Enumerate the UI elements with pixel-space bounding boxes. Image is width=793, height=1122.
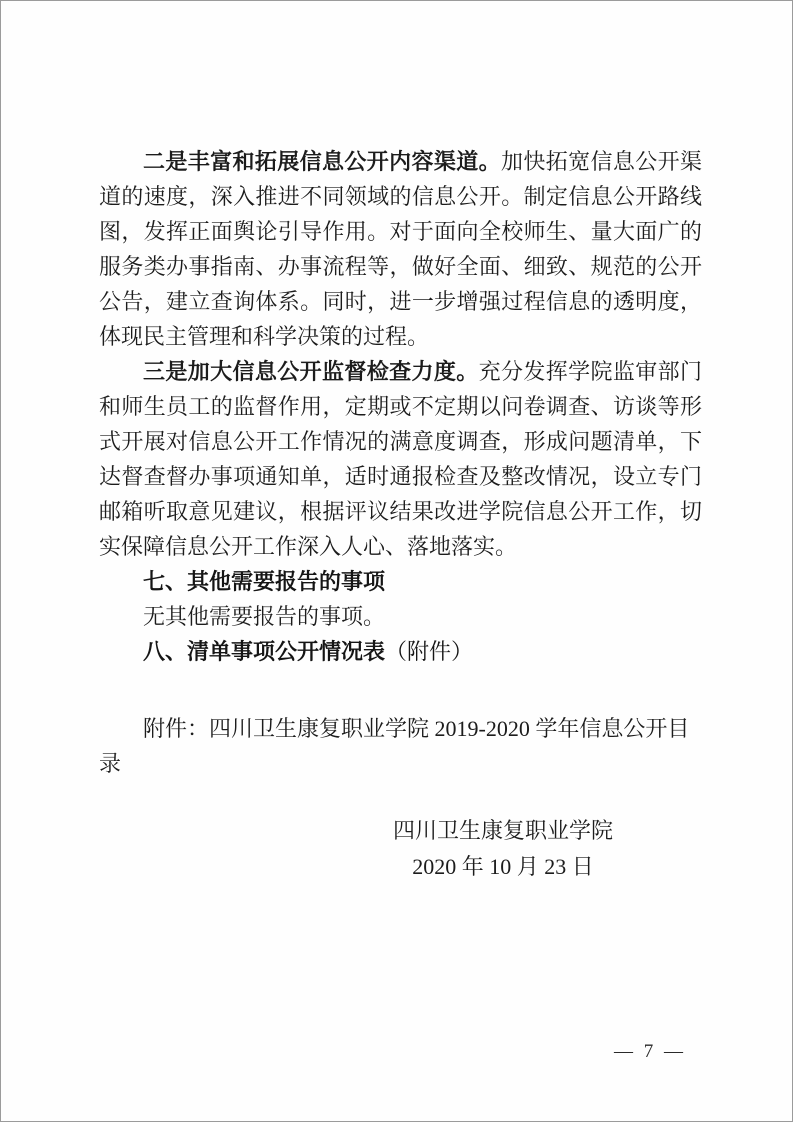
signature-block — [301, 813, 705, 885]
signature-org: 四川卫生康复职业学院 — [392, 818, 613, 843]
section-8-heading-suffix: （附件） — [385, 639, 474, 664]
section-8-heading-text: 八、清单事项公开情况表 — [143, 639, 386, 664]
section-7-text: 无其他需要报告的事项。 — [143, 604, 386, 629]
signature-date: 2020 年 10 月 23 日 — [412, 854, 594, 879]
section-7-heading: 七、其他需要报告的事项 — [143, 569, 386, 594]
paragraph-supervision-lead: 三是加大信息公开监督检查力度。 — [143, 359, 479, 384]
section-8-heading — [99, 634, 702, 669]
paragraph-supervision-text: 充分发挥学院监审部门和师生员工的监督作用，定期或不定期以问卷调查、访谈等形式开展对信息公开工作情况的满意度调查，形成问题清单，下达督查督办事项通知单，适时通报检查及整改情况，设立专门邮箱听取意见建议，根据评议结果改进学院信息公开工作，切实保障信息公开工作深入人心、落地落实。 — [99, 359, 702, 559]
page-number: — 7 — — [614, 1041, 686, 1062]
paragraph-supervision — [99, 354, 702, 564]
paragraph-expand-channels-lead: 二是丰富和拓展信息公开内容渠道。 — [143, 149, 501, 174]
attachment-line: 附件：四川卫生康复职业学院 2019-2020 学年信息公开目录 — [99, 716, 690, 776]
paragraph-expand-channels-text: 加快拓宽信息公开渠道的速度，深入推进不同领域的信息公开。制定信息公开路线图，发挥正面舆论引导作用。对于面向全校师生、量大面广的服务类办事指南、办事流程等，做好全面、细致、规范的公开公告，建立查询体系。同时，进一步增强过程信息的透明度，体现民主管理和科学决策的过程。 — [99, 149, 702, 349]
document-body — [99, 144, 702, 781]
paragraph-expand-channels — [99, 144, 702, 354]
